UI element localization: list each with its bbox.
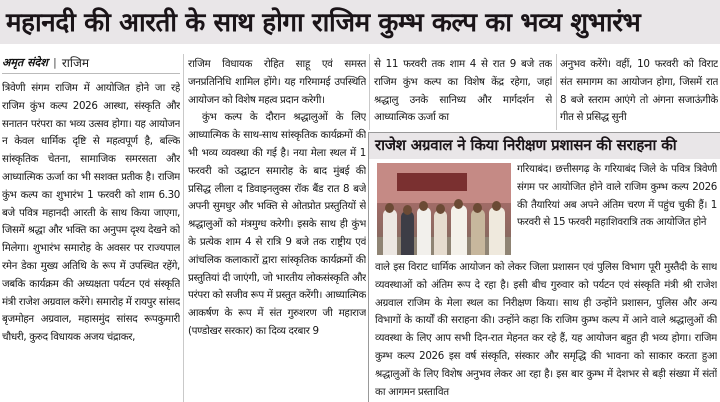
article-column-2 bbox=[188, 56, 366, 402]
article-paragraph: से 11 फरवरी तक शाम 4 से रात 9 बजे तक राजिम कुंभ कल्प का विशेष केंद्र रहेगा, जहां श्रद्धालु उनके सानिध्य और मार्गदर्शन से आध्यात्मिक ऊर्जा का bbox=[374, 58, 552, 124]
dateline bbox=[2, 52, 180, 74]
column-divider bbox=[369, 54, 370, 130]
sidebar-text-lead: गरियाबंद। छत्तीसगढ़ के गरियाबंद जिले के पवित्र त्रिवेणी संगम पर आयोजित होने वाले राजिम कुम्भ कल्प 2026 की तैयारियां अब अपने अंतिम चरण में पहुंच चुकी हैं। 1 फरवरी से 15 फरवरी महाशिवरात्रि तक आयोजित होने bbox=[517, 163, 717, 229]
column-divider bbox=[183, 54, 184, 402]
sidebar-story bbox=[368, 132, 720, 402]
article-column-3 bbox=[374, 56, 552, 128]
article-paragraph: राजिम विधायक रोहित साहू एवं समस्त जनप्रतिनिधि शामिल होंगे। यह गरिमामई उपस्थिति आयोजन को विशेष महत्व प्रदान करेगी। bbox=[188, 58, 366, 106]
article-column-1 bbox=[2, 80, 180, 402]
publication-logo: अमृत संदेश bbox=[2, 56, 48, 69]
dateline-place: राजिम bbox=[61, 56, 90, 70]
sidebar-headline: राजेश अग्रवाल ने किया निरीक्षण प्रशासन की सराहना की bbox=[369, 133, 720, 159]
inspection-photo-icon bbox=[377, 163, 511, 255]
article-column-4 bbox=[560, 56, 718, 128]
dateline-separator-icon: | bbox=[52, 56, 57, 69]
headline: महानदी की आरती के साथ होगा राजिम कुम्भ कल्प का भव्य शुभारंभ bbox=[0, 0, 720, 44]
article-paragraph: त्रिवेणी संगम राजिम में आयोजित होने जा रहे राजिम कुंभ कल्प 2026 आस्था, संस्कृति और सनातन परंपरा का भव्य उत्सव होगा। यह आयोजन न केवल धार्मिक दृष्टि से महत्वपूर्ण है, बल्कि सांस्कृतिक चेतना, सामाजिक समरसता और आध्यात्मिक ऊर्जा का भी सशक्त प्रतीक है। राजिम कुंभ कल्प का शुभारंभ 1 फरवरी को शाम 6.30 बजे पवित्र महानदी आरती के साथ किया जाएगा, जिसमें श्रद्धा और भक्ति का अनुपम दृश्य देखने को मिलेगा। शुभारंभ समारोह के अवसर पर राज्यपाल रमेन डेका मुख्य अतिथि के रूप में उपस्थित रहेंगे, जबकि कार्यक्रम की अध्यक्षता पर्यटन एवं संस्कृति मंत्री राजेश अग्रवाल करेंगे। समारोह में रायपुर सांसद बृजमोहन अग्रवाल, महासमुंद सांसद रूपकुमारी चौधरी, कुरुद विधायक अजय चंद्राकर, bbox=[2, 82, 180, 344]
column-divider bbox=[556, 54, 557, 130]
article-paragraph: कुंभ कल्प के दौरान श्रद्धालुओं के लिए आध्यात्मिक के साथ-साथ सांस्कृतिक कार्यक्रमों की भी भव्य व्यवस्था की गई है। नया मेला स्थल में 1 फरवरी को उद्घाटन समारोह के बाद मुंबई की प्रसिद्ध लीला द डिवाइनलुक्स रॉक बैंड रात 8 बजे अपनी सुमधुर और भक्ति से ओतप्रोत प्रस्तुतियों से श्रद्धालुओं को मंत्रमुग्ध करेगी। इसके साथ ही कुंभ के प्रत्येक शाम 4 से रात्रि 9 बजे तक राष्ट्रीय एवं आंचलिक कलाकारों द्वारा सांस्कृतिक कार्यक्रमों की प्रस्तुतियां दी जाएंगी, जो भारतीय लोकसंस्कृति और परंपरा को सजीव रूप में प्रस्तुत करेंगी। आध्यात्मिक आकर्षण के रूप में संत गुरुशरण जी महाराज (पण्डोखर सरकार) का दिव्य दरबार 9 bbox=[188, 111, 366, 337]
sidebar-text-body: वाले इस विराट धार्मिक आयोजन को लेकर जिला प्रशासन एवं पुलिस विभाग पूरी मुस्तैदी के साथ व्यवस्थाओं को अंतिम रूप दे रहा है। इसी बीच गुरुवार को पर्यटन एवं संस्कृति मंत्री श्री राजेश अग्रवाल राजिम के मेला स्थल का निरीक्षण किया। साथ ही उन्होंने प्रशासन, पुलिस और अन्य विभागों के कार्यों की सराहना की। उन्होंने कहा कि राजिम कुम्भ कल्प में आने वाले श्रद्धालुओं की व्यवस्था के लिए आप सभी दिन-रात मेहनत कर रहे हैं, यह आयोजन बहुत ही भव्य होगा। राजिम कुम्भ कल्प 2026 इस वर्ष संस्कृति, संस्कार और समृद्धि की भावना को साकार करता हुआ श्रद्धालुओं के लिए विशेष अनुभव लेकर आ रहा है। इस बार कुम्भ में देशभर से बड़ी संख्या में संतों का आगमन प्रस्तावित bbox=[375, 261, 717, 398]
article-paragraph: अनुभव करेंगे। वहीं, 10 फरवरी को विराट संत समागम का आयोजन होगा, जिसमें रात 8 बजे स्तराम आएंगे तो अंगना सजाऊंगीके गीत से प्रसिद्ध सुनी bbox=[560, 58, 718, 124]
